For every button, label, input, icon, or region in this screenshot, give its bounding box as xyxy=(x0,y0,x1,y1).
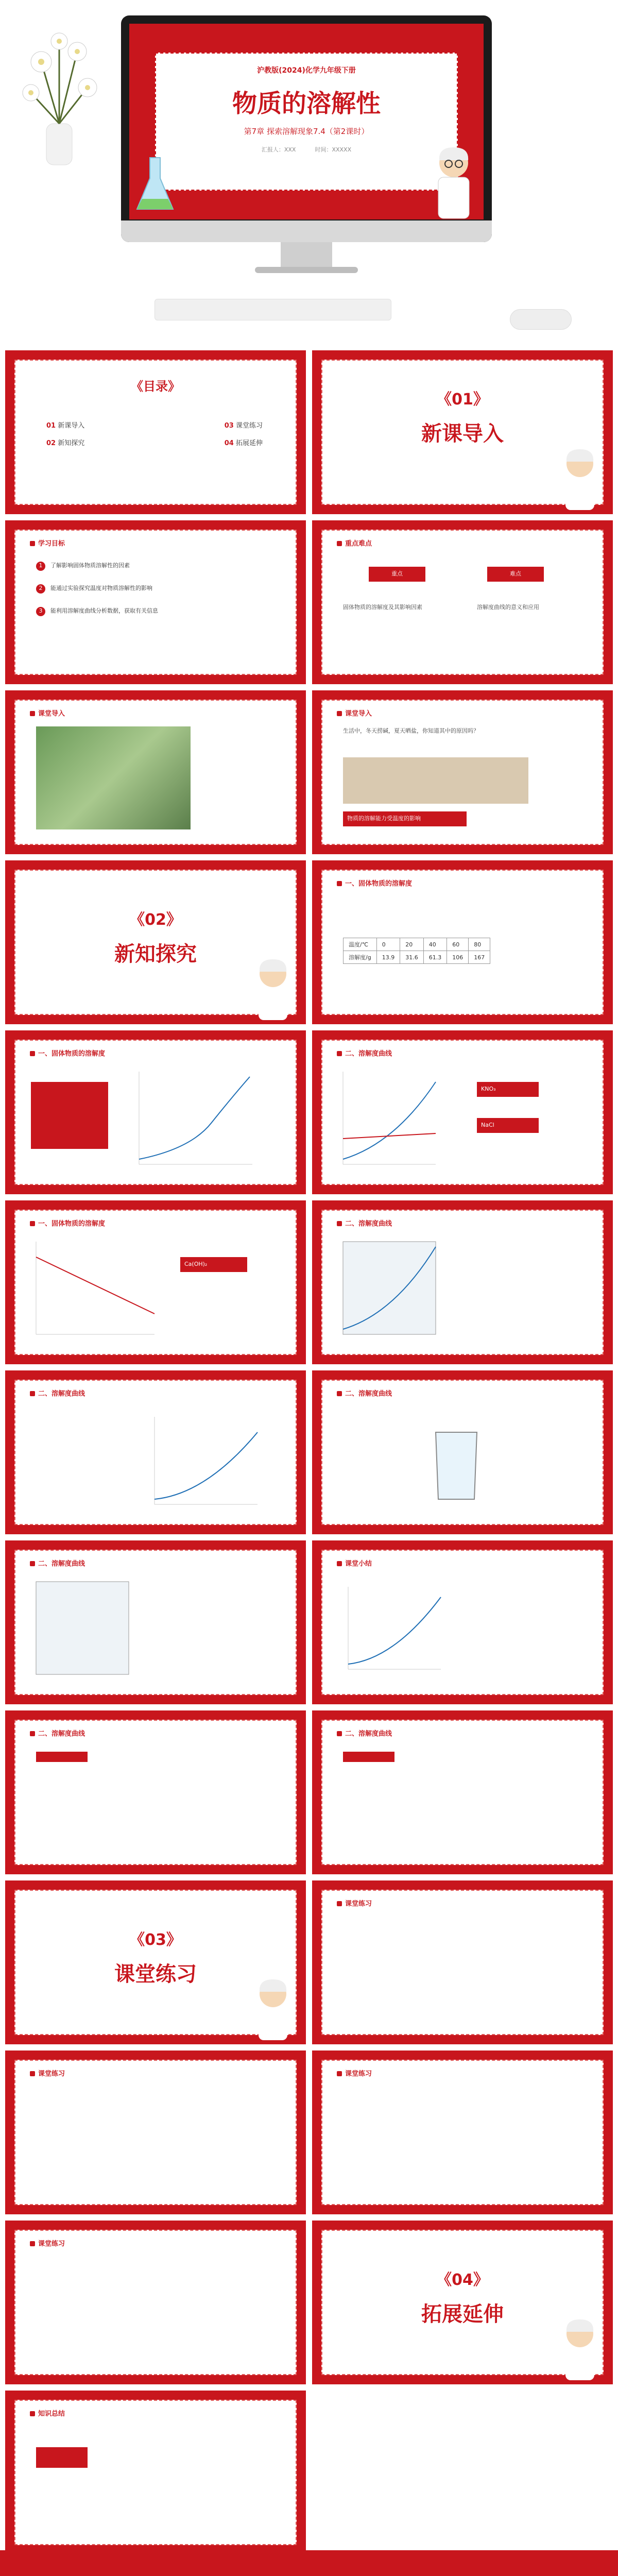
professor-icon xyxy=(554,443,606,510)
slide-curve-4[interactable] xyxy=(312,1200,613,1364)
mouse xyxy=(510,309,572,330)
monitor xyxy=(121,15,492,273)
multi-curve-chart xyxy=(338,1066,441,1170)
slide-exercise-3[interactable] xyxy=(312,2050,613,2214)
section-03-title: 课堂练习 xyxy=(114,1962,197,1986)
slide-section-04[interactable] xyxy=(312,2221,613,2384)
toc-item-2[interactable]: 新知探究 xyxy=(58,439,85,447)
keyboard xyxy=(154,299,391,320)
exercise-1-heading: 课堂练习 xyxy=(337,1898,372,1908)
flow-2-heading: 二、溶解度曲线 xyxy=(337,1728,392,1738)
hero-banner xyxy=(0,0,618,340)
key-label: 重点 xyxy=(369,567,425,582)
exercise-4-heading: 课堂练习 xyxy=(30,2238,65,2248)
slide-intro-photo[interactable] xyxy=(5,690,306,854)
intro-photo-heading: 课堂导入 xyxy=(30,708,65,718)
hero-reporter: 汇报人：XXX xyxy=(261,146,296,153)
knowledge-heading: 知识总结 xyxy=(30,2408,65,2418)
slide-curve-1[interactable] xyxy=(5,1030,306,1194)
professor-icon xyxy=(428,142,479,219)
intro-banner: 物质的溶解能力受温度的影响 xyxy=(343,811,467,826)
key-text: 固体物质的溶解度及其影响因素 xyxy=(343,604,422,611)
flask-icon xyxy=(134,152,176,214)
slide-intro-text[interactable] xyxy=(312,690,613,854)
curve-6-chart xyxy=(31,1577,134,1680)
toc-num-3: 03 xyxy=(224,422,234,430)
slide-section-02[interactable] xyxy=(5,860,306,1024)
objectives-heading: 学习目标 xyxy=(30,538,65,548)
hero-subtitle: 第7章 探索溶解现象7.4（第2课时） xyxy=(244,127,369,136)
curve-6-heading: 二、溶解度曲线 xyxy=(30,1558,85,1568)
section-02-num: 《02》 xyxy=(129,911,182,929)
slide-objectives[interactable]: 学习目标 1 了解影响固体物质溶解性的因素 2 能通过实验探究温度对物质溶解性的影响 3 能利用溶解度曲线分析数据，获取有关信息 xyxy=(5,520,306,684)
curve-3-heading: 一、固体物质的溶解度 xyxy=(30,1218,105,1228)
curve-2-heading: 二、溶解度曲线 xyxy=(337,1048,392,1058)
hero-time: 时间：XXXXX xyxy=(315,146,352,153)
flow-1-box xyxy=(36,1752,88,1762)
keypoints-heading: 重点难点 xyxy=(337,538,372,548)
flow-1-heading: 二、溶解度曲线 xyxy=(30,1728,85,1738)
slide-solubility-table[interactable] xyxy=(312,860,613,1024)
summary-heading: 课堂小结 xyxy=(337,1558,372,1568)
slide-curve-5[interactable] xyxy=(5,1370,306,1534)
difficulty-text: 溶解度曲线的意义和应用 xyxy=(477,604,539,611)
curve-4-heading: 二、溶解度曲线 xyxy=(337,1218,392,1228)
toc-num-4: 04 xyxy=(224,439,234,447)
intro-photo xyxy=(343,757,528,804)
slide-toc[interactable] xyxy=(5,350,306,514)
professor-icon xyxy=(247,1973,299,2040)
toc-item-3[interactable]: 课堂练习 xyxy=(235,422,263,430)
slide-flow-2[interactable] xyxy=(312,1710,613,1874)
toc-item-1[interactable]: 新课导入 xyxy=(58,422,85,430)
slide-keypoints[interactable] xyxy=(312,520,613,684)
objective-2: 能通过实验探究温度对物质溶解性的影响 xyxy=(50,585,152,591)
section-02-title: 新知探究 xyxy=(114,942,197,966)
beaker-icon xyxy=(425,1427,487,1504)
curve-4-chart xyxy=(338,1236,441,1340)
slide-exercise-2[interactable] xyxy=(5,2050,306,2214)
section-04-title: 拓展延伸 xyxy=(421,2302,504,2326)
solubility-table: 温度/℃ 0 20 40 60 80 溶解度/g 13.9 31.6 61.3 106 167 xyxy=(343,938,490,964)
hero-slide xyxy=(129,24,484,219)
slide-knowledge[interactable] xyxy=(5,2391,306,2554)
curve-1-heading: 一、固体物质的溶解度 xyxy=(30,1048,105,1058)
flow-2-box xyxy=(343,1752,394,1762)
table-heading: 一、固体物质的溶解度 xyxy=(337,878,412,888)
flower-vase-icon xyxy=(10,21,108,175)
slide-section-03[interactable] xyxy=(5,1880,306,2044)
difficulty-label: 难点 xyxy=(487,567,544,582)
curve-5-chart xyxy=(149,1412,263,1510)
slide-exercise-4[interactable] xyxy=(5,2221,306,2384)
hero-title: 物质的溶解性 xyxy=(232,89,381,118)
objective-1: 了解影响固体物质溶解性的因素 xyxy=(50,562,130,569)
hero-publisher: 沪教版(2024)化学九年级下册 xyxy=(257,66,356,75)
curve-1-note xyxy=(31,1082,108,1149)
toc-item-4[interactable]: 拓展延伸 xyxy=(235,439,263,447)
curve-5-heading: 二、溶解度曲线 xyxy=(30,1388,85,1398)
salt-field-photo xyxy=(36,726,191,829)
caoh2-label: Ca(OH)₂ xyxy=(180,1257,247,1272)
kno3-label: KNO₃ xyxy=(477,1082,539,1097)
exercise-2-heading: 课堂练习 xyxy=(30,2068,65,2078)
summary-chart xyxy=(343,1582,446,1674)
slide-curve-6[interactable] xyxy=(5,1540,306,1704)
exercise-3-heading: 课堂练习 xyxy=(337,2068,372,2078)
caoh2-curve-chart xyxy=(31,1236,160,1340)
knowledge-box xyxy=(36,2447,88,2468)
section-01-num: 《01》 xyxy=(436,391,489,409)
slide-section-01[interactable] xyxy=(312,350,613,514)
solubility-curve-chart xyxy=(129,1066,258,1175)
intro-text-heading: 课堂导入 xyxy=(337,708,372,718)
section-03-num: 《03》 xyxy=(129,1931,182,1949)
slide-experiment[interactable] xyxy=(312,1370,613,1534)
slide-flow-1[interactable] xyxy=(5,1710,306,1874)
slide-summary[interactable] xyxy=(312,1540,613,1704)
slide-exercise-1[interactable] xyxy=(312,1880,613,2044)
slide-curve-2[interactable] xyxy=(312,1030,613,1194)
professor-icon xyxy=(554,2313,606,2380)
intro-body: 生活中，冬天捞碱，夏天晒盐，你知道其中的原因吗？ xyxy=(343,727,479,734)
nacl-label: NaCl xyxy=(477,1118,539,1133)
professor-icon xyxy=(247,953,299,1020)
final-slide[interactable] xyxy=(0,2550,618,2576)
experiment-heading: 二、溶解度曲线 xyxy=(337,1388,392,1398)
slide-curve-3[interactable] xyxy=(5,1200,306,1364)
section-04-num: 《04》 xyxy=(436,2271,489,2289)
toc-num-2: 02 xyxy=(46,439,56,447)
section-01-title: 新课导入 xyxy=(421,422,504,446)
objective-3: 能利用溶解度曲线分析数据，获取有关信息 xyxy=(50,607,158,614)
toc-title: 《目录》 xyxy=(131,379,180,394)
toc-num-1: 01 xyxy=(46,422,56,430)
